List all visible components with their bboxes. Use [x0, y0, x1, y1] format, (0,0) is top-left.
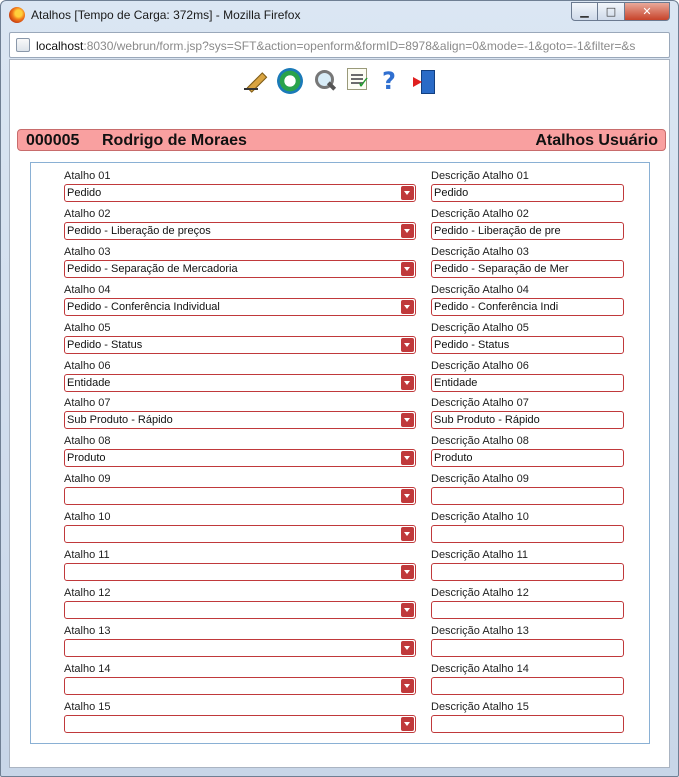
- atalho-13-select[interactable]: [64, 639, 416, 657]
- chevron-down-icon[interactable]: [401, 679, 414, 693]
- atalho-07-select[interactable]: [64, 411, 416, 429]
- descricao-atalho-15-label: Descrição Atalho 15: [431, 700, 529, 713]
- descricao-atalho-02-label: Descrição Atalho 02: [431, 207, 529, 220]
- descricao-atalho-05-input[interactable]: Pedido - Status: [431, 336, 624, 354]
- descricao-atalho-11-label: Descrição Atalho 11: [431, 549, 529, 561]
- atalho-02-select[interactable]: [64, 222, 416, 240]
- atalho-13-label: Atalho 13: [64, 624, 111, 637]
- window-title: Atalhos [Tempo de Carga: 372ms] - Mozilla Firefox: [31, 8, 301, 22]
- chevron-down-icon[interactable]: [401, 565, 414, 579]
- atalho-08-label: Atalho 08: [64, 435, 111, 448]
- chevron-down-icon[interactable]: [401, 489, 414, 503]
- atalho-06-select[interactable]: [64, 374, 416, 392]
- descricao-atalho-07-input[interactable]: Sub Produto - Rápido: [431, 411, 624, 429]
- descricao-atalho-12-input[interactable]: [431, 601, 624, 619]
- atalho-09-label: Atalho 09: [64, 473, 111, 486]
- descricao-atalho-06-input[interactable]: Entidade: [431, 374, 624, 392]
- descricao-atalho-03-input[interactable]: Pedido - Separação de Mer: [431, 260, 624, 278]
- descricao-atalho-01-label: Descrição Atalho 01: [431, 170, 529, 182]
- maximize-button[interactable]: □: [598, 2, 625, 21]
- firefox-icon: [9, 7, 25, 23]
- atalho-14-label: Atalho 14: [64, 662, 111, 675]
- chevron-down-icon[interactable]: [401, 376, 414, 390]
- atalho-02-label: Atalho 02: [64, 207, 111, 220]
- descricao-atalho-13-input[interactable]: [431, 639, 624, 657]
- atalho-04-select[interactable]: [64, 298, 416, 316]
- descricao-atalho-08-label: Descrição Atalho 08: [431, 435, 529, 448]
- chevron-down-icon[interactable]: [401, 717, 414, 731]
- descricao-atalho-13-label: Descrição Atalho 13: [431, 624, 529, 637]
- shortcuts-form: [30, 162, 650, 744]
- atalho-02-value: Pedido - Liberação de preços: [67, 224, 211, 237]
- atalho-06-value: Entidade: [67, 376, 111, 389]
- descricao-atalho-05-label: Descrição Atalho 05: [431, 321, 529, 334]
- atalho-04-value: Pedido - Conferência Individual: [67, 300, 220, 313]
- atalho-14-select[interactable]: [64, 677, 416, 695]
- chevron-down-icon[interactable]: [401, 262, 414, 276]
- atalho-05-value: Pedido - Status: [67, 338, 143, 351]
- edit-icon[interactable]: [242, 68, 268, 94]
- atalho-12-select[interactable]: [64, 601, 416, 619]
- atalho-15-select[interactable]: [64, 715, 416, 733]
- chevron-down-icon[interactable]: [401, 641, 414, 655]
- atalho-01-value: Pedido: [67, 187, 102, 199]
- atalho-04-label: Atalho 04: [64, 283, 111, 296]
- descricao-atalho-10-label: Descrição Atalho 10: [431, 511, 529, 524]
- descricao-atalho-02-input[interactable]: Pedido - Liberação de pre: [431, 222, 624, 240]
- atalho-07-label: Atalho 07: [64, 397, 111, 410]
- atalho-09-select[interactable]: [64, 487, 416, 505]
- chevron-down-icon[interactable]: [401, 338, 414, 352]
- chevron-down-icon[interactable]: [401, 603, 414, 617]
- atalho-05-select[interactable]: [64, 336, 416, 354]
- atalho-05-label: Atalho 05: [64, 321, 111, 334]
- atalho-10-label: Atalho 10: [64, 511, 111, 524]
- descricao-atalho-08-input[interactable]: Produto: [431, 449, 624, 467]
- descricao-atalho-04-input[interactable]: Pedido - Conferência Indi: [431, 298, 624, 316]
- descricao-atalho-04-label: Descrição Atalho 04: [431, 283, 529, 296]
- page-content: [9, 59, 670, 768]
- chevron-down-icon[interactable]: [401, 224, 414, 238]
- help-icon[interactable]: ?: [382, 67, 396, 95]
- url-text: [36, 39, 666, 53]
- user-name: Rodrigo de Moraes: [102, 132, 247, 149]
- atalho-03-select[interactable]: [64, 260, 416, 278]
- descricao-atalho-14-input[interactable]: [431, 677, 624, 695]
- close-button[interactable]: ✕: [625, 2, 670, 21]
- atalho-03-label: Atalho 03: [64, 245, 111, 258]
- descricao-atalho-15-input[interactable]: [431, 715, 624, 733]
- atalho-08-value: Produto: [67, 452, 106, 465]
- record-header: [17, 129, 666, 151]
- atalho-15-label: Atalho 15: [64, 700, 111, 713]
- atalho-01-label: Atalho 01: [64, 170, 111, 182]
- checklist-icon[interactable]: [347, 68, 367, 90]
- chevron-down-icon[interactable]: [401, 186, 414, 200]
- atalho-07-value: Sub Produto - Rápido: [67, 414, 173, 427]
- chevron-down-icon[interactable]: [401, 451, 414, 465]
- title-bar: [1, 1, 678, 31]
- descricao-atalho-09-input[interactable]: [431, 487, 624, 505]
- descricao-atalho-14-label: Descrição Atalho 14: [431, 662, 529, 675]
- atalho-03-value: Pedido - Separação de Mercadoria: [67, 262, 238, 275]
- descricao-atalho-01-input[interactable]: Pedido: [431, 184, 624, 202]
- descricao-atalho-11-input[interactable]: [431, 563, 624, 581]
- atalho-10-select[interactable]: [64, 525, 416, 543]
- url-host: localhost: [36, 39, 84, 53]
- atalho-11-select[interactable]: [64, 563, 416, 581]
- descricao-atalho-10-input[interactable]: [431, 525, 624, 543]
- atalho-12-label: Atalho 12: [64, 586, 111, 599]
- chevron-down-icon[interactable]: [401, 527, 414, 541]
- user-code: 000005: [26, 132, 80, 149]
- address-bar[interactable]: [9, 32, 670, 58]
- form-toolbar: [242, 68, 437, 96]
- descricao-atalho-07-label: Descrição Atalho 07: [431, 397, 529, 410]
- section-title: Atalhos Usuário: [535, 132, 658, 149]
- exit-icon[interactable]: [411, 68, 437, 94]
- refresh-icon[interactable]: [277, 68, 303, 94]
- chevron-down-icon[interactable]: [401, 300, 414, 314]
- minimize-button[interactable]: ▁: [571, 2, 598, 21]
- descricao-atalho-12-label: Descrição Atalho 12: [431, 586, 529, 599]
- atalho-11-label: Atalho 11: [64, 549, 110, 561]
- atalho-06-label: Atalho 06: [64, 359, 111, 372]
- atalho-01-select[interactable]: [64, 184, 416, 202]
- url-path: :8030/webrun/form.jsp?sys=SFT&action=openform&formID=8978&align=0&mode=-1&goto=-1&filter=&s: [83, 39, 636, 53]
- descricao-atalho-03-label: Descrição Atalho 03: [431, 245, 529, 258]
- page-icon: [16, 38, 30, 52]
- descricao-atalho-06-label: Descrição Atalho 06: [431, 359, 529, 372]
- window-controls: [571, 2, 670, 21]
- chevron-down-icon[interactable]: [401, 413, 414, 427]
- search-icon[interactable]: [312, 68, 338, 94]
- atalho-08-select[interactable]: [64, 449, 416, 467]
- descricao-atalho-09-label: Descrição Atalho 09: [431, 473, 529, 486]
